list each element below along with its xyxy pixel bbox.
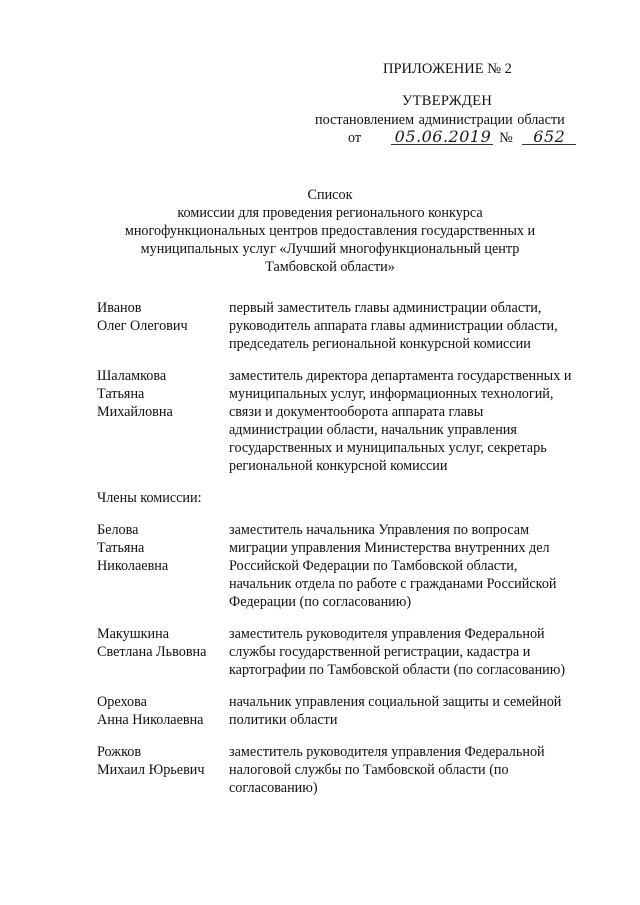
roster-row (97, 625, 577, 679)
member-role: начальник управления социальной защиты и семейной политики области (229, 694, 562, 728)
document-title (100, 186, 560, 276)
roster-row (97, 367, 577, 475)
roster-row (97, 743, 577, 797)
title-line: комиссии для проведения регионального конкурса (177, 205, 483, 221)
members-heading: Члены комиссии: (97, 490, 202, 506)
roster-row (97, 693, 577, 729)
member-role: заместитель руководителя управления Федеральной службы государственной регистрации, кадастра и картографии по Тамбовской области (по согласованию) (229, 626, 566, 678)
member-role: заместитель руководителя управления Федеральной налоговой службы по Тамбовской области (по согласованию) (229, 744, 545, 796)
member-name: Иванов Олег Олегович (97, 300, 188, 334)
member-role: первый заместитель главы администрации области, руководитель аппарата главы администрации области, председатель региональной конкурсной комиссии (229, 300, 558, 352)
title-line: Тамбовской области» (265, 259, 395, 275)
from-label: от (348, 130, 362, 146)
decree-reference: постановлением администрации области (315, 112, 565, 128)
title-line: многофункциональных центров предоставления государственных и (124, 223, 536, 239)
roster-row (97, 521, 577, 611)
title-line: Список (307, 187, 353, 203)
member-role: заместитель директора департамента государственных и муниципальных услуг, информационных технологий, связи и документооборота аппарата главы администрации области, начальник управления государственных и муниципальных услуг, секретарь региональной конкурсной комиссии (229, 368, 572, 474)
appendix-label: ПРИЛОЖЕНИЕ № 2 (383, 61, 512, 77)
member-name: Рожков Михаил Юрьевич (97, 744, 205, 778)
handwritten-number: 652 (522, 130, 576, 145)
member-name: Шаламкова Татьяна Михайловна (97, 368, 173, 420)
member-name: Макушкина Светлана Львовна (97, 626, 207, 660)
handwritten-date: 05.06.2019 (391, 130, 493, 145)
member-name: Орехова Анна Николаевна (97, 694, 204, 728)
approved-stamp-text: УТВЕРЖДЕН (402, 93, 493, 109)
member-role: заместитель начальника Управления по вопросам миграции управления Министерства внутренних дел Российской Федерации по Тамбовской области, начальник отдела по работе с гражданами Российской Федерации (по согласованию) (229, 522, 557, 610)
member-name: Белова Татьяна Николаевна (97, 522, 169, 574)
number-sign: № (499, 130, 513, 146)
title-line: муниципальных услуг «Лучший многофункциональный центр (140, 241, 520, 257)
commission-roster (97, 299, 577, 811)
roster-row (97, 299, 577, 353)
decree-date-line (348, 129, 576, 147)
